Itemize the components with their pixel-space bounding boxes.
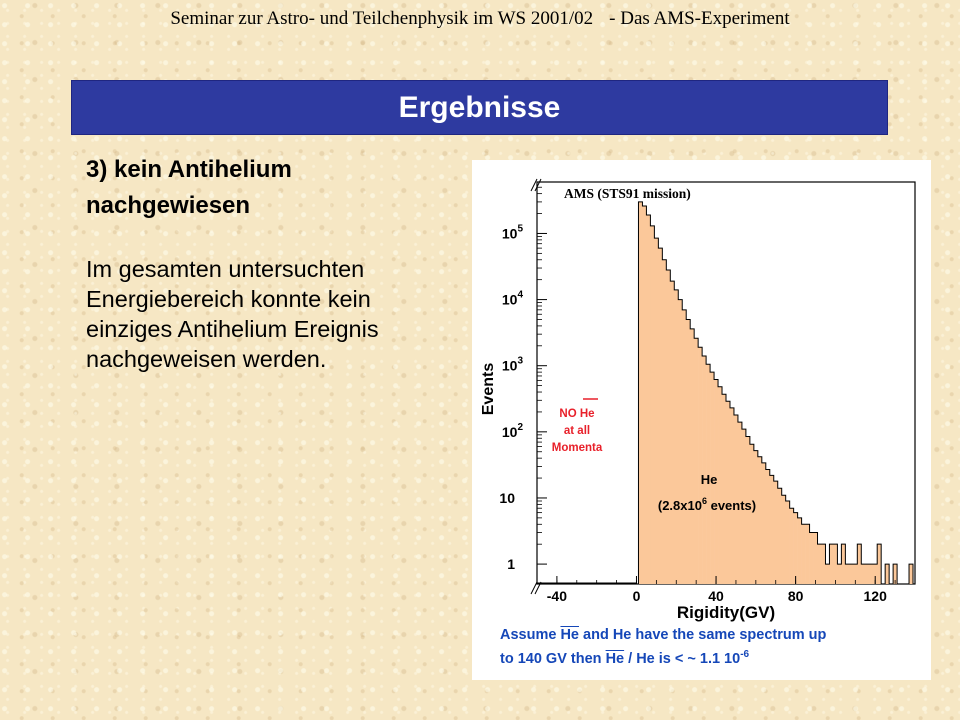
histogram-bar [670, 281, 674, 584]
title-bar [71, 80, 888, 135]
x-tick-label: 40 [708, 588, 724, 604]
histogram-bar [642, 206, 646, 584]
x-tick-label: -40 [546, 588, 568, 604]
histogram-bar [698, 347, 702, 584]
header-left: Seminar zur Astro- und Teilchenphysik im WS 2001/02 [170, 8, 594, 29]
y-axis-ticks [499, 182, 547, 572]
section-heading: 3) kein Antihelium nachgewiesen [86, 156, 292, 219]
histogram-bar [722, 394, 726, 584]
histogram-bar [766, 469, 770, 584]
histogram-bar [646, 215, 650, 584]
x-tick-label: 120 [863, 588, 887, 604]
x-tick-label: 0 [632, 588, 641, 604]
histogram-bar [869, 564, 873, 584]
histogram-bar [654, 238, 658, 584]
figure-caption [500, 626, 920, 669]
histogram-bar [666, 270, 670, 584]
histogram-bar [690, 329, 694, 584]
histogram-bar [849, 564, 853, 584]
histogram-bar [802, 524, 806, 584]
caption-line1: Assume $\overline{He}$ and He have the same spectrum up [500, 627, 827, 643]
y-tick-label: 1 [507, 556, 515, 573]
histogram-bar [730, 408, 734, 584]
histogram-bar [650, 226, 654, 584]
x-tick-label: 80 [787, 588, 804, 604]
he-count-prefix: (2.8x10 [657, 498, 702, 513]
histogram-bar [758, 457, 762, 584]
histogram-bar [678, 300, 682, 584]
histogram-bar [837, 564, 841, 584]
histogram-bar [778, 488, 782, 584]
y-tick-label: $10^5$ [501, 223, 523, 242]
he-label: He [700, 472, 718, 487]
no-he-line2: at all [563, 425, 591, 437]
histogram-bar [702, 356, 706, 584]
histogram-bar [674, 290, 678, 584]
histogram-bar [798, 518, 802, 584]
histogram-bar [754, 451, 758, 584]
histogram-bar [686, 319, 690, 584]
y-tick-label: $10^3$ [501, 355, 523, 374]
he-count-exp: 6 [701, 496, 707, 506]
slide-title: Ergebnisse [398, 91, 561, 124]
y-tick-label: 10 [499, 489, 515, 506]
histogram-bar [726, 401, 730, 584]
histogram-bar [694, 338, 698, 584]
histogram-bar [750, 444, 754, 584]
histogram-bar [762, 463, 766, 584]
he-count [658, 496, 756, 513]
histogram-bar [829, 544, 833, 584]
histogram-bar [865, 564, 869, 584]
histogram-bar [790, 508, 794, 584]
histogram-chart [472, 160, 931, 630]
no-he-annotation [552, 399, 603, 454]
histogram-bar [818, 544, 822, 584]
histogram-bar [682, 310, 686, 584]
y-tick-label: $10^2$ [501, 421, 523, 440]
histogram-bar [662, 260, 666, 584]
histogram-bar [810, 533, 814, 584]
histogram-bars [537, 202, 913, 584]
histogram-bar [786, 501, 790, 584]
header-right: - Das AMS-Experiment [609, 8, 790, 29]
chart-title: AMS (STS91 mission) [564, 186, 691, 201]
histogram-bar [718, 387, 722, 584]
x-axis-label: Rigidity(GV) [676, 603, 776, 622]
histogram-bar [782, 495, 786, 584]
he-count-suffix: events) [706, 498, 757, 513]
axis-break-marks [531, 179, 541, 594]
histogram-bar [825, 564, 829, 584]
slide-header [0, 8, 960, 30]
body-text: Im gesamten untersuchten Energiebereich konnte kein einziges Antihelium Ereignis nachgeweisen werden. [86, 256, 379, 372]
y-tick-label: $10^4$ [501, 289, 523, 308]
no-he-line1: NO He [559, 408, 595, 420]
y-axis-label: Events [480, 362, 497, 416]
caption-line2: to 140 GV then $\overline{He}$ / He is < ~ 1.1 $10^{-6}$ [500, 649, 750, 667]
histogram-bar [774, 481, 778, 584]
histogram-bar [638, 202, 642, 584]
histogram-bar [770, 475, 774, 584]
histogram-bar [806, 524, 810, 584]
histogram-bar [861, 564, 865, 584]
histogram-bar [658, 248, 662, 584]
histogram-bar [794, 513, 798, 584]
no-he-line3: Momenta [551, 442, 603, 454]
histogram-bar [845, 564, 849, 584]
histogram-figure [472, 160, 931, 680]
